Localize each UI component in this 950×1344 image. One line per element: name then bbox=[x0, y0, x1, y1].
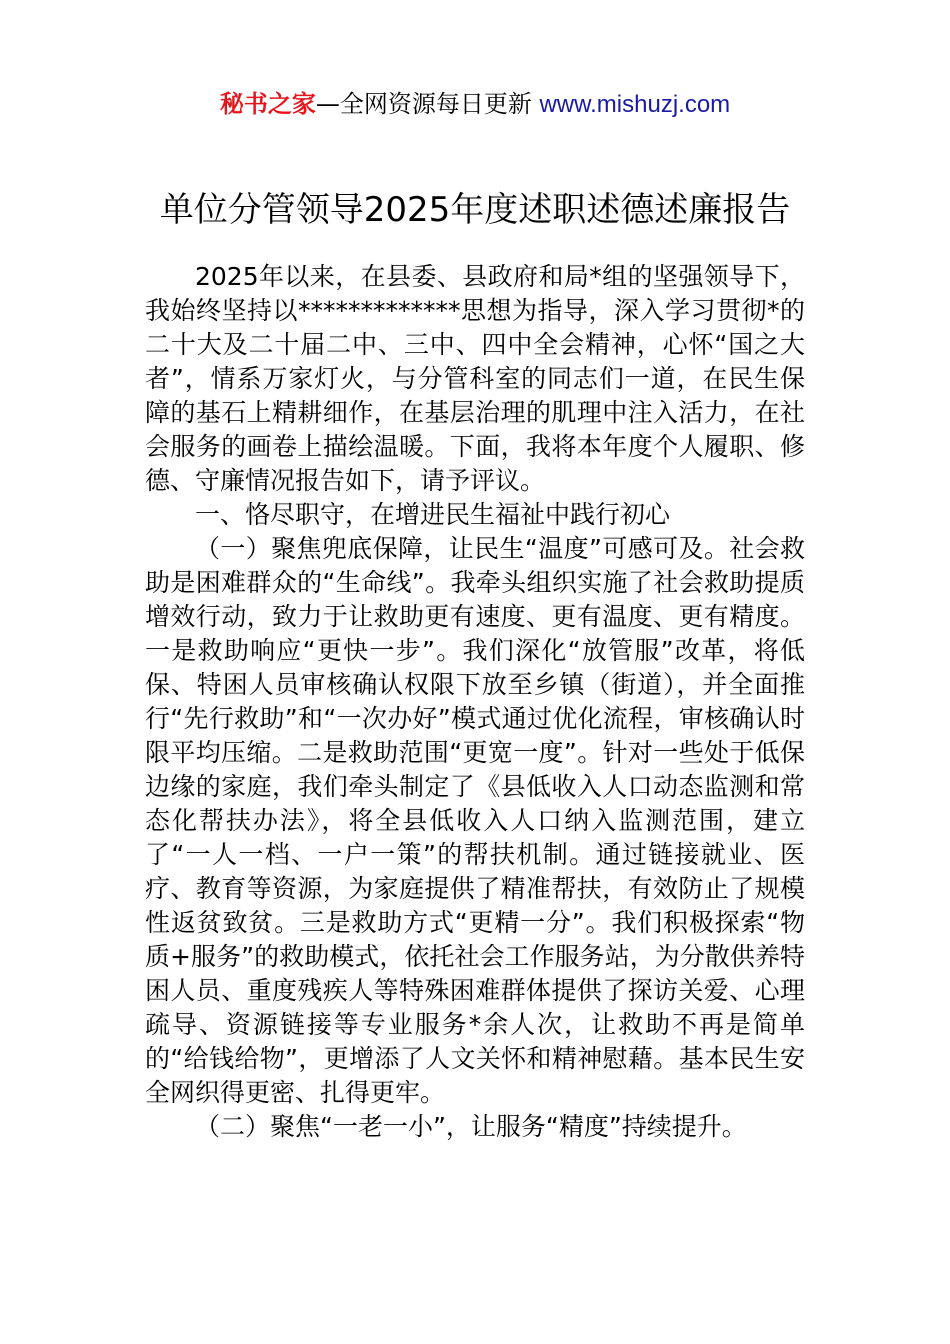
section-heading-1: 一、恪尽职守，在增进民生福祉中践行初心 bbox=[195, 500, 671, 529]
document-title: 单位分管领导2025年度述职述德述廉报告 bbox=[159, 190, 791, 230]
site-brand: 秘书之家 bbox=[219, 90, 316, 118]
subsection-paragraph-1: （一）聚焦兜底保障，让民生“温度”可感可及。社会救助是困难群众的“生命线”。我牵头组织实施了社会救助提质增效行动，致力于让救助更有速度、更有温度、更有精度。一是救助响应“更快一步”。我们深化“放管服”改革，将低保、特困人员审核确认权限下放至乡镇（街道），并全面推行“先行救助”和“一次办好”模式通过优化流程，审核确认时限平均压缩。二是救助范围“更宽一度”。针对一些处于低保边缘的家庭，我们牵头制定了《县低收入人口动态监测和常态化帮扶办法》，将全县低收入人口纳入监测范围，建立了“一人一档、一户一策”的帮扶机制。通过链接就业、医疗、教育等资源，为家庭提供了精准帮扶，有效防止了规模性返贫致贫。三是救助方式“更精一分”。我们积极探索“物质+服务”的救助模式，依托社会工作服务站，为分散供养特困人员、重度残疾人等特殊困难群体提供了探访关爱、心理疏导、资源链接等专业服务*余人次，让救助不再是简单的“给钱给物”，更增添了人文关怀和精神慰藉。基本民生安全网织得更密、扎得更牢。 bbox=[145, 534, 805, 1107]
intro-paragraph: 2025年以来，在县委、县政府和局*组的坚强领导下，我始终坚持以*************思想为指导，深入学习贯彻*的二十大及二十届二中、三中、四中全会精神，心怀“国之大者”，情系万家灯火，与分管科室的同志们一道，在民生保障的基石上精耕细作，在基层治理的肌理中注入活力，在社会服务的画卷上描绘温暖。下面，我将本年度个人履职、修德、守廉情况报告如下，请予评议。 bbox=[145, 262, 805, 495]
site-tagline: —全网资源每日更新 bbox=[315, 90, 540, 118]
subsection-paragraph-2: （二）聚焦“一老一小”，让服务“精度”持续提升。 bbox=[195, 1112, 747, 1141]
document-body bbox=[145, 260, 805, 1144]
site-url-link[interactable]: www.mishuzj.com bbox=[539, 91, 731, 118]
site-header bbox=[0, 86, 950, 123]
